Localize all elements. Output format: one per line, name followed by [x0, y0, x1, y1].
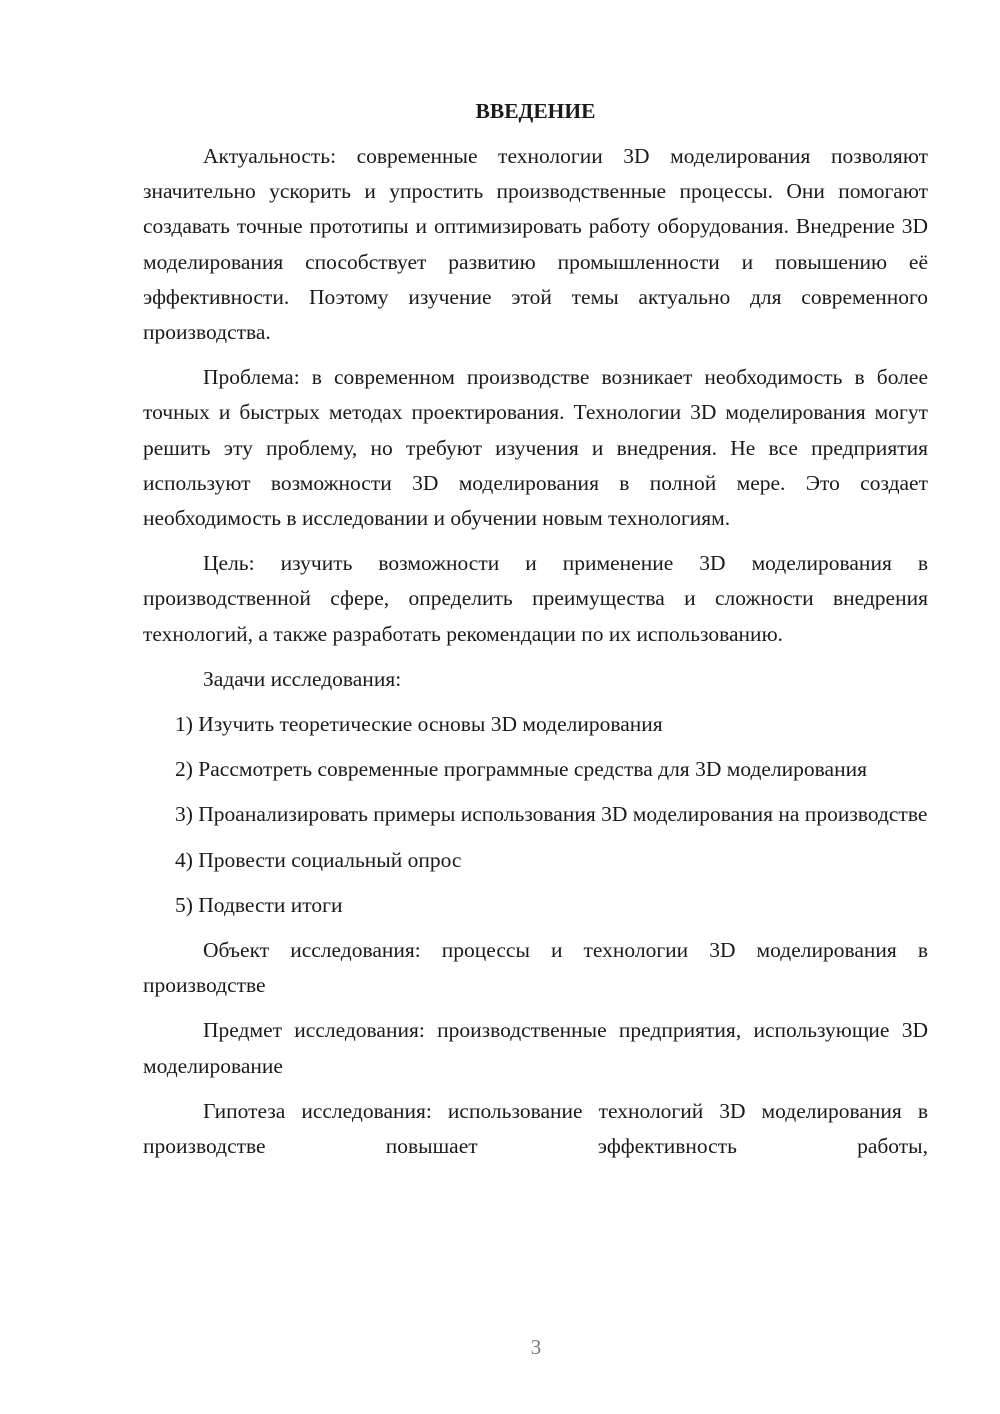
section-title: ВВЕДЕНИЕ	[475, 99, 596, 123]
task-item-4: 4) Провести социальный опрос	[175, 847, 462, 872]
paragraph-problem: Проблема: в современном производстве возникает необходимость в более точных и быстрых методах проектирования. Технологии 3D моделирования могут решить эту проблему, но требуют изучения и внедрения. Не все предприятия используют возможности 3D моделирования в полной мере. Это создает необходимость в исследовании и обучении новым технологиям.	[143, 365, 928, 531]
paragraph-hypothesis: Гипотеза исследования: использование технологий 3D моделирования в производстве повышает эффективность работы,	[143, 1098, 928, 1159]
paragraph-object: Объект исследования: процессы и технологии 3D моделирования в производстве	[143, 938, 928, 998]
task-item-1: 1) Изучить теоретические основы 3D моделирования	[175, 712, 663, 737]
paragraph-goal: Цель: изучить возможности и применение 3D моделирования в производственной сфере, определить преимущества и сложности внедрения технологий, а также разработать рекомендации по их использованию.	[143, 551, 928, 646]
page-number: 3	[530, 1335, 542, 1359]
task-item-2: 2) Рассмотреть современные программные средства для 3D моделирования	[175, 757, 867, 782]
task-item-3: 3) Проанализировать примеры использования 3D моделирования на производстве	[175, 802, 928, 827]
page-content	[143, 96, 928, 1174]
task-item-5: 5) Подвести итоги	[175, 892, 343, 917]
paragraph-tasks-heading: Задачи исследования:	[203, 666, 402, 691]
paragraph-relevance: Актуальность: современные технологии 3D моделирования позволяют значительно ускорить и упростить производственные процессы. Они помогают создавать точные прототипы и оптимизировать работу оборудования. Внедрение 3D моделирования способствует развитию промышленности и повышению её эффективности. Поэтому изучение этой темы актуально для современного производства.	[143, 144, 928, 345]
paragraph-subject: Предмет исследования: производственные предприятия, использующие 3D моделирование	[143, 1018, 928, 1078]
